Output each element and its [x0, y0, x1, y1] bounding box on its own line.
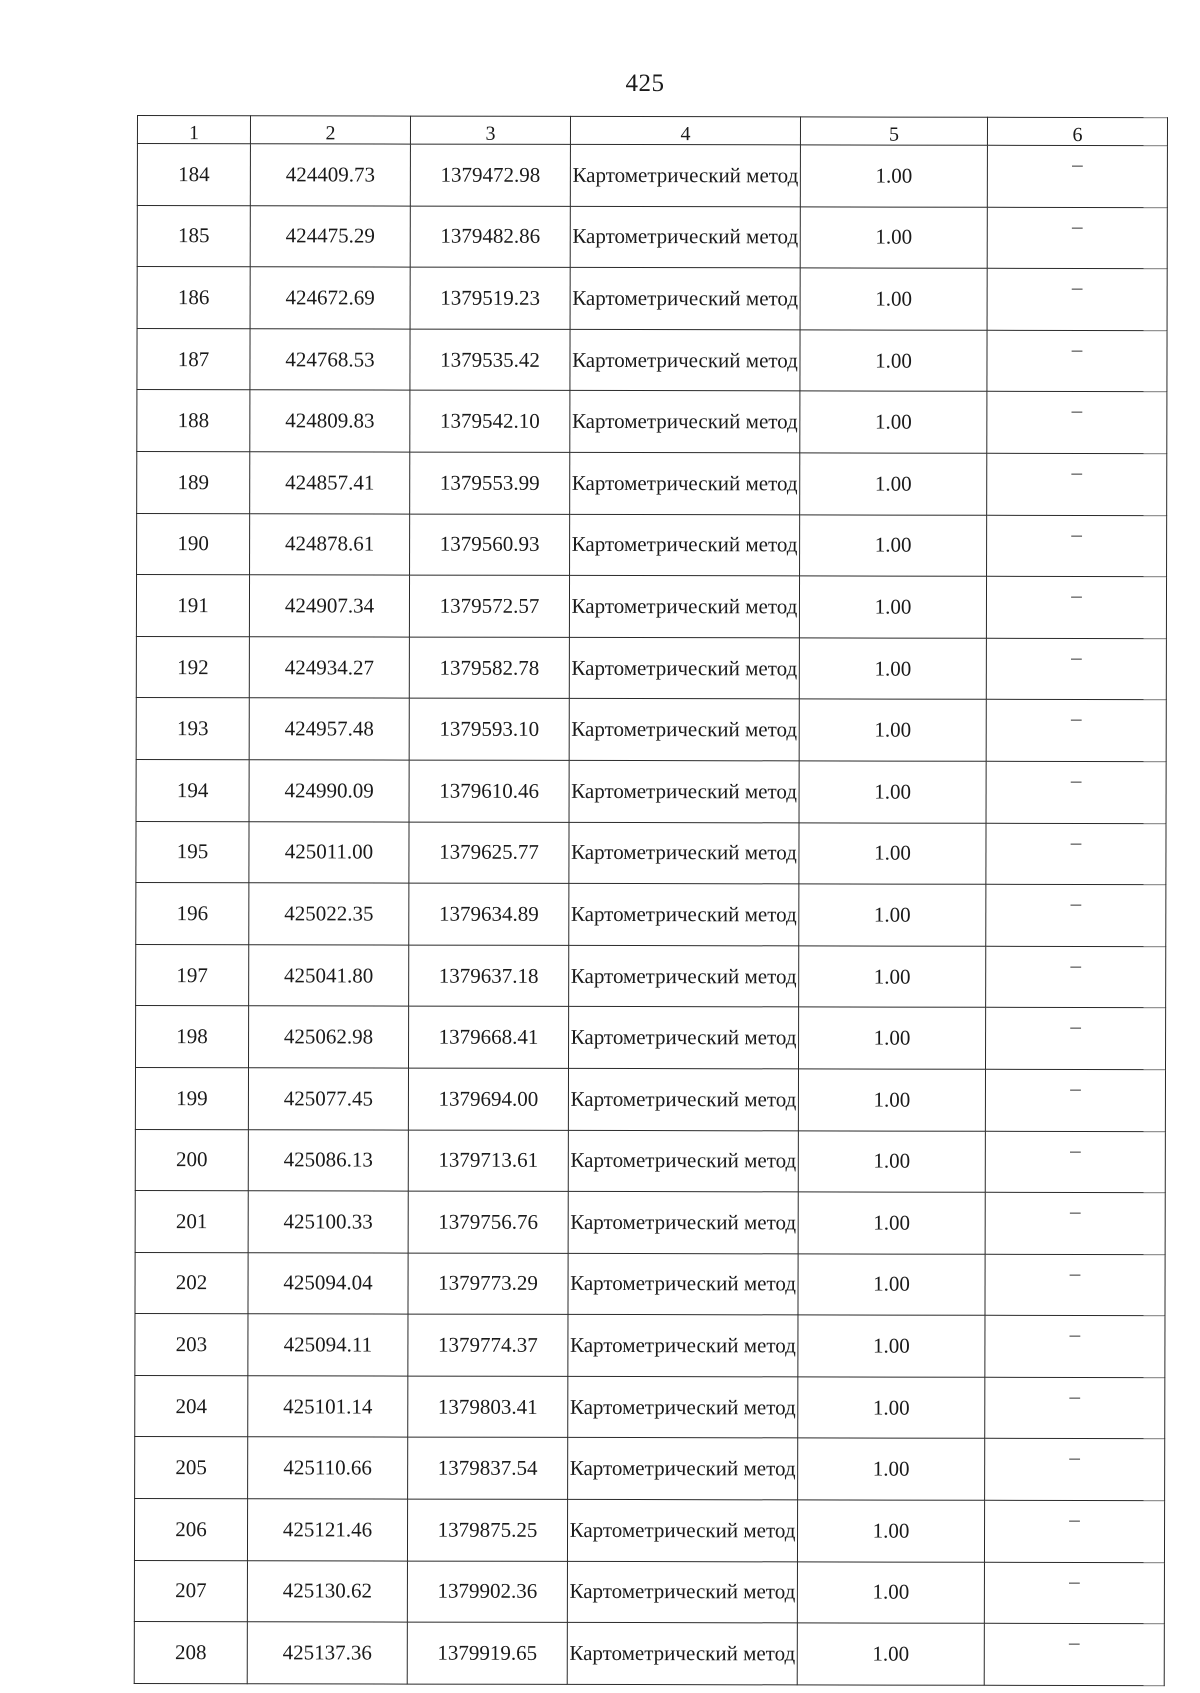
column-header: 2 — [250, 116, 410, 144]
coordinate-x-cell: 425094.04 — [248, 1252, 408, 1314]
coordinate-x-cell: 424672.69 — [250, 267, 410, 329]
table-row — [136, 1006, 1166, 1070]
table-row — [135, 1252, 1165, 1316]
method-cell: Картометрический метод — [570, 206, 800, 268]
coordinate-x-cell: 424878.61 — [250, 513, 410, 575]
coordinate-y-cell: 1379535.42 — [410, 329, 570, 391]
accuracy-cell: 1.00 — [797, 1623, 984, 1685]
accuracy-cell: 1.00 — [800, 391, 987, 453]
table-row — [136, 636, 1166, 700]
coordinate-y-cell: 1379803.41 — [408, 1376, 568, 1438]
coordinate-x-cell: 425101.14 — [248, 1376, 408, 1438]
table-row — [137, 267, 1167, 331]
note-cell: – — [987, 145, 1167, 207]
accuracy-cell: 1.00 — [798, 1130, 985, 1192]
table-row — [136, 821, 1166, 885]
note-cell: – — [987, 207, 1167, 269]
table-row — [135, 1067, 1165, 1131]
point-number-cell: 187 — [137, 328, 250, 390]
coordinate-y-cell: 1379919.65 — [407, 1622, 567, 1684]
coordinate-x-cell: 424934.27 — [249, 636, 409, 698]
coordinate-y-cell: 1379553.99 — [410, 452, 570, 514]
table-row — [136, 759, 1166, 823]
column-header: 3 — [410, 116, 570, 144]
method-cell: Картометрический метод — [568, 1376, 798, 1438]
point-number-cell: 207 — [134, 1560, 247, 1622]
table-header-row — [137, 116, 1167, 146]
note-cell: – — [986, 1008, 1166, 1070]
point-number-cell: 194 — [136, 759, 249, 821]
coordinate-y-cell: 1379625.77 — [409, 822, 569, 884]
coordinate-x-cell: 425011.00 — [249, 821, 409, 883]
coordinate-y-cell: 1379637.18 — [409, 945, 569, 1007]
accuracy-cell: 1.00 — [800, 206, 987, 268]
coordinate-y-cell: 1379773.29 — [408, 1253, 568, 1315]
accuracy-cell: 1.00 — [799, 822, 986, 884]
method-cell: Картометрический метод — [570, 144, 800, 206]
point-number-cell: 200 — [135, 1129, 248, 1191]
note-cell: – — [986, 638, 1166, 700]
method-cell: Картометрический метод — [570, 452, 800, 514]
coordinate-y-cell: 1379519.23 — [410, 267, 570, 329]
method-cell: Картометрический метод — [568, 1068, 798, 1130]
accuracy-cell: 1.00 — [799, 576, 986, 638]
table-row — [135, 1314, 1165, 1378]
table-row — [136, 698, 1166, 762]
coordinate-x-cell: 425041.80 — [249, 944, 409, 1006]
table-row — [135, 1437, 1165, 1501]
accuracy-cell: 1.00 — [800, 268, 987, 330]
point-number-cell: 205 — [135, 1437, 248, 1499]
point-number-cell: 201 — [135, 1191, 248, 1253]
note-cell: – — [987, 268, 1167, 330]
table-row — [137, 451, 1167, 515]
method-cell: Картометрический метод — [567, 1623, 797, 1685]
coordinate-x-cell: 424990.09 — [249, 760, 409, 822]
table-row — [136, 944, 1166, 1008]
note-cell: – — [987, 453, 1167, 515]
note-cell: – — [987, 515, 1167, 577]
point-number-cell: 197 — [136, 944, 249, 1006]
method-cell: Картометрический метод — [567, 1499, 797, 1561]
point-number-cell: 190 — [137, 513, 250, 575]
note-cell: – — [984, 1624, 1164, 1686]
accuracy-cell: 1.00 — [797, 1562, 984, 1624]
method-cell: Картометрический метод — [568, 1315, 798, 1377]
coordinate-y-cell: 1379774.37 — [408, 1314, 568, 1376]
point-number-cell: 192 — [136, 636, 249, 698]
note-cell: – — [985, 1439, 1165, 1501]
point-number-cell: 186 — [137, 267, 250, 329]
accuracy-cell: 1.00 — [799, 946, 986, 1008]
point-number-cell: 185 — [137, 205, 250, 267]
method-cell: Картометрический метод — [569, 699, 799, 761]
note-cell: – — [985, 1316, 1165, 1378]
coordinate-x-cell: 424768.53 — [250, 329, 410, 391]
accuracy-cell: 1.00 — [799, 761, 986, 823]
coordinates-table — [134, 115, 1168, 1686]
method-cell: Картометрический метод — [569, 945, 799, 1007]
coordinate-x-cell: 425137.36 — [247, 1622, 407, 1684]
method-cell: Картометрический метод — [570, 329, 800, 391]
column-header: 4 — [570, 116, 800, 144]
coordinate-x-cell: 424809.83 — [250, 390, 410, 452]
point-number-cell: 195 — [136, 821, 249, 883]
accuracy-cell: 1.00 — [798, 1377, 985, 1439]
table-row — [137, 390, 1167, 454]
point-number-cell: 203 — [135, 1314, 248, 1376]
note-cell: – — [985, 1192, 1165, 1254]
method-cell: Картометрический метод — [568, 1438, 798, 1500]
note-cell: – — [986, 576, 1166, 638]
coordinate-y-cell: 1379582.78 — [409, 637, 569, 699]
table-row — [135, 1129, 1165, 1193]
accuracy-cell: 1.00 — [798, 1315, 985, 1377]
note-cell: – — [986, 946, 1166, 1008]
point-number-cell: 191 — [136, 575, 249, 637]
method-cell: Картометрический метод — [567, 1561, 797, 1623]
accuracy-cell: 1.00 — [799, 638, 986, 700]
accuracy-cell: 1.00 — [799, 884, 986, 946]
coordinate-y-cell: 1379610.46 — [409, 760, 569, 822]
table-row — [134, 1560, 1164, 1624]
accuracy-cell: 1.00 — [797, 1500, 984, 1562]
coordinate-x-cell: 425086.13 — [248, 1129, 408, 1191]
accuracy-cell: 1.00 — [798, 1438, 985, 1500]
note-cell: – — [986, 884, 1166, 946]
coordinate-y-cell: 1379560.93 — [410, 514, 570, 576]
method-cell: Картометрический метод — [570, 514, 800, 576]
point-number-cell: 188 — [137, 390, 250, 452]
point-number-cell: 206 — [134, 1499, 247, 1561]
coordinate-y-cell: 1379668.41 — [409, 1006, 569, 1068]
coordinate-x-cell: 425100.33 — [248, 1191, 408, 1253]
coordinate-x-cell: 425094.11 — [248, 1314, 408, 1376]
note-cell: – — [986, 700, 1166, 762]
note-cell: – — [984, 1500, 1164, 1562]
table-row — [135, 1375, 1165, 1439]
table-row — [134, 1499, 1164, 1563]
column-header: 5 — [800, 117, 987, 145]
note-cell: – — [985, 1069, 1165, 1131]
coordinate-x-cell: 424475.29 — [250, 205, 410, 267]
coordinate-y-cell: 1379837.54 — [408, 1438, 568, 1500]
accuracy-cell: 1.00 — [800, 330, 987, 392]
coordinate-y-cell: 1379572.57 — [409, 575, 569, 637]
note-cell: – — [987, 392, 1167, 454]
coordinate-y-cell: 1379472.98 — [410, 144, 570, 206]
coordinate-y-cell: 1379634.89 — [409, 883, 569, 945]
coordinate-x-cell: 425062.98 — [249, 1006, 409, 1068]
point-number-cell: 199 — [135, 1067, 248, 1129]
table-row — [135, 1191, 1165, 1255]
coordinate-x-cell: 425022.35 — [249, 883, 409, 945]
accuracy-cell: 1.00 — [799, 1007, 986, 1069]
table-row — [136, 883, 1166, 947]
point-number-cell: 208 — [134, 1622, 247, 1684]
accuracy-cell: 1.00 — [800, 514, 987, 576]
page-number: 425 — [625, 70, 665, 97]
coordinate-x-cell: 425077.45 — [248, 1068, 408, 1130]
coordinate-x-cell: 424409.73 — [250, 144, 410, 206]
method-cell: Картометрический метод — [569, 1007, 799, 1069]
coordinate-x-cell: 424957.48 — [249, 698, 409, 760]
note-cell: – — [986, 761, 1166, 823]
method-cell: Картометрический метод — [569, 576, 799, 638]
point-number-cell: 204 — [135, 1375, 248, 1437]
coordinate-x-cell: 424857.41 — [250, 452, 410, 514]
method-cell: Картометрический метод — [568, 1253, 798, 1315]
coordinate-y-cell: 1379875.25 — [407, 1499, 567, 1561]
point-number-cell: 189 — [137, 451, 250, 513]
method-cell: Картометрический метод — [568, 1130, 798, 1192]
accuracy-cell: 1.00 — [798, 1192, 985, 1254]
table-row — [137, 328, 1167, 392]
accuracy-cell: 1.00 — [798, 1254, 985, 1316]
method-cell: Картометрический метод — [568, 1191, 798, 1253]
method-cell: Картометрический метод — [569, 884, 799, 946]
note-cell: – — [986, 823, 1166, 885]
table-row — [137, 144, 1167, 208]
table-row — [137, 205, 1167, 269]
note-cell: – — [984, 1562, 1164, 1624]
point-number-cell: 198 — [136, 1006, 249, 1068]
coordinate-x-cell: 425130.62 — [247, 1560, 407, 1622]
note-cell: – — [985, 1377, 1165, 1439]
method-cell: Картометрический метод — [570, 391, 800, 453]
accuracy-cell: 1.00 — [800, 145, 987, 207]
method-cell: Картометрический метод — [569, 760, 799, 822]
note-cell: – — [985, 1254, 1165, 1316]
coordinate-y-cell: 1379713.61 — [408, 1130, 568, 1192]
method-cell: Картометрический метод — [569, 822, 799, 884]
note-cell: – — [985, 1131, 1165, 1193]
coordinate-y-cell: 1379756.76 — [408, 1191, 568, 1253]
coordinate-x-cell: 425121.46 — [247, 1499, 407, 1561]
table-row — [137, 513, 1167, 577]
coordinate-x-cell: 425110.66 — [248, 1437, 408, 1499]
point-number-cell: 184 — [137, 144, 250, 206]
accuracy-cell: 1.00 — [800, 453, 987, 515]
coordinate-y-cell: 1379542.10 — [410, 390, 570, 452]
method-cell: Картометрический метод — [569, 637, 799, 699]
point-number-cell: 193 — [136, 698, 249, 760]
table-row — [136, 575, 1166, 639]
coordinate-x-cell: 424907.34 — [249, 575, 409, 637]
coordinate-y-cell: 1379482.86 — [410, 206, 570, 268]
point-number-cell: 202 — [135, 1252, 248, 1314]
method-cell: Картометрический метод — [570, 268, 800, 330]
point-number-cell: 196 — [136, 883, 249, 945]
column-header: 6 — [987, 117, 1167, 145]
coordinate-y-cell: 1379593.10 — [409, 698, 569, 760]
accuracy-cell: 1.00 — [798, 1069, 985, 1131]
accuracy-cell: 1.00 — [799, 699, 986, 761]
note-cell: – — [987, 330, 1167, 392]
column-header: 1 — [137, 116, 250, 144]
table-row — [134, 1622, 1164, 1686]
coordinate-y-cell: 1379902.36 — [407, 1561, 567, 1623]
coordinate-y-cell: 1379694.00 — [408, 1068, 568, 1130]
